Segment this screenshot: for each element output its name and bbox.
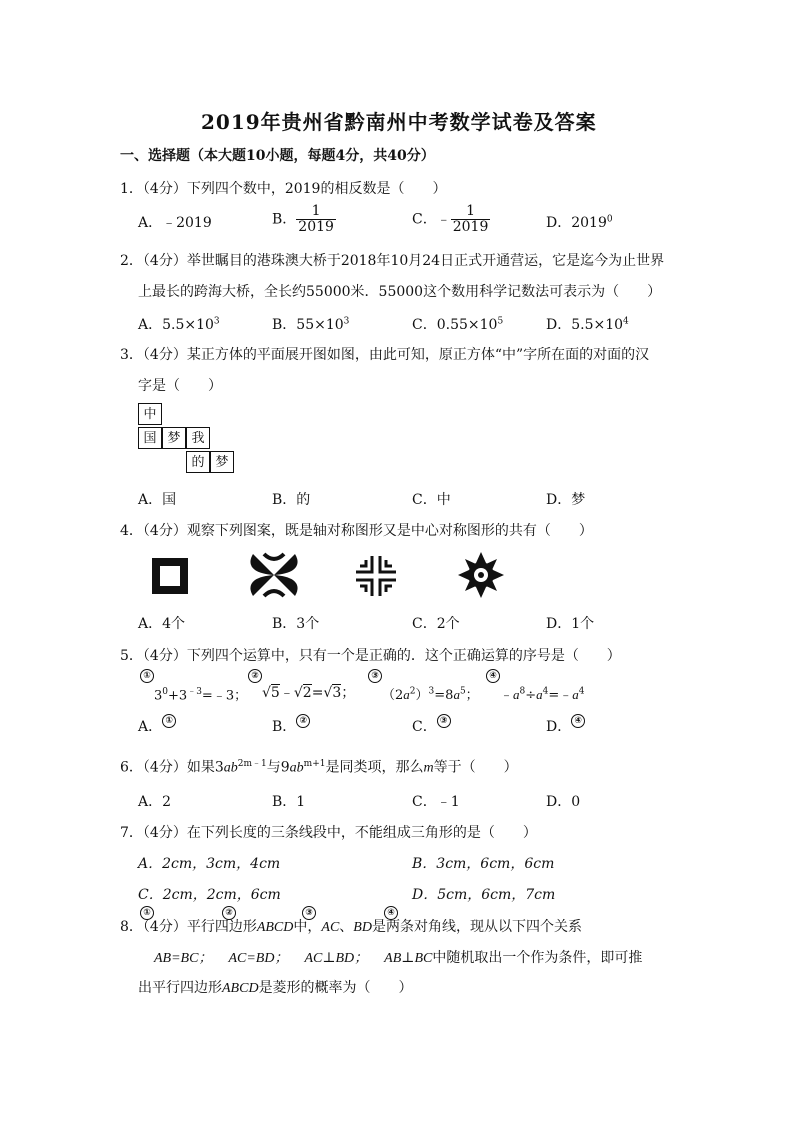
q8-relation-3: AC⊥BD；	[304, 951, 369, 966]
expr-part: ÷	[525, 688, 537, 703]
q2-option-a-exponent: 3	[213, 316, 220, 327]
pattern-square-swirl-icon	[146, 552, 194, 600]
q2-option-c-text: C．0.55×10	[412, 317, 498, 333]
sqrt-sign: √	[323, 685, 333, 701]
q5-expression-2	[262, 682, 355, 702]
q2-option-c	[412, 314, 503, 334]
expr-part: 5	[459, 686, 466, 697]
expr-part: =8	[434, 688, 454, 703]
q8-line2-post: 中随机取出一个作为条件，即可推	[432, 950, 643, 966]
sqrt-sign: √	[262, 685, 271, 701]
circled-number-1: ①	[162, 714, 176, 728]
q4-option-b: B．3个	[272, 616, 320, 632]
q1-option-c-label: C．﹣	[412, 211, 451, 228]
circled-number-1: ①	[140, 669, 154, 683]
option-label: B．	[272, 719, 297, 735]
q8-bd: BD	[353, 920, 372, 935]
cube-net-cell: 我	[186, 427, 210, 449]
q2-stem-line2: 上最长的跨海大桥，全长约55000米．55000这个数用科学记数法可表示为（ ）	[138, 284, 662, 300]
q6-term2-exp: m+1	[303, 759, 326, 769]
cube-net-cell: 国	[138, 427, 162, 449]
q5-stem: 5．（4分）下列四个运算中，只有一个是正确的．这个正确运算的序号是（ ）	[120, 648, 621, 664]
expr-part: 3	[428, 686, 435, 697]
circled-number-3: ③	[437, 714, 451, 728]
q6-post1: 是同类项，那么	[325, 759, 424, 776]
q5-expression-1	[154, 684, 247, 703]
q3-stem-line2: 字是（ ）	[138, 378, 222, 394]
q6-option-d: D．0	[546, 794, 581, 810]
q1-stem: 1．（4分）下列四个数中，2019的相反数是（ ）	[120, 181, 447, 197]
q6-term2-var: ab	[289, 760, 304, 776]
cube-net-cell: 梦	[210, 451, 234, 473]
expr-part: ）	[415, 688, 429, 703]
circled-number-2: ②	[248, 669, 262, 683]
expr-part: a	[453, 687, 460, 702]
q8-stem-line3	[138, 977, 413, 997]
expr-part: 3	[154, 688, 163, 704]
q8-pre: 8．（4分）平行四边形	[120, 919, 257, 935]
q3-option-c: C．中	[412, 492, 451, 508]
q8-relation-1: AB=BC；	[154, 951, 213, 966]
sqrt-sign: √	[293, 685, 303, 701]
q6-term1-exp: 2m﹣1	[237, 759, 267, 769]
option-label: C．	[412, 719, 437, 735]
expr-part: =	[311, 685, 324, 701]
pattern-flower-star-icon	[456, 550, 506, 600]
expr-part: =﹣3；	[201, 688, 248, 704]
expr-part: 2	[409, 686, 416, 697]
expr-part: 4	[578, 686, 585, 697]
page-title: 2019年贵州省黔南州中考数学试卷及答案	[201, 110, 597, 134]
q7-option-d: D．5cm，6cm，7cm	[412, 887, 556, 903]
circled-number-2: ②	[222, 906, 236, 920]
q5-expression-4	[500, 684, 585, 703]
q7-stem: 7．（4分）在下列长度的三条线段中，不能组成三角形的是（ ）	[120, 825, 537, 841]
expr-part: 0	[162, 687, 169, 697]
expr-part: （2	[382, 688, 404, 703]
expr-part: ﹣3	[187, 687, 202, 697]
q8-line3-post: 是菱形的概率为（ ）	[258, 980, 413, 996]
expr-part: 2	[302, 685, 312, 701]
expr-part: a	[536, 687, 543, 702]
q2-option-b	[272, 314, 349, 334]
q1-option-d-exponent: 0	[606, 214, 613, 225]
q1-option-b	[272, 204, 336, 235]
circled-number-4: ④	[486, 669, 500, 683]
pattern-cross-lines-icon	[352, 552, 400, 600]
expr-part: 8	[519, 686, 526, 697]
expr-part: a	[403, 687, 410, 702]
q2-option-d-text: D．5.5×10	[546, 317, 624, 333]
expr-part: 3	[332, 685, 342, 701]
circled-number-4: ④	[571, 714, 585, 728]
q6-option-a: A．2	[138, 794, 172, 810]
q2-option-a	[138, 314, 220, 334]
q2-option-d-exponent: 4	[623, 316, 629, 327]
expr-part: 5	[270, 685, 280, 701]
q3-stem-line1: 3．（4分）某正方体的平面展开图如图，由此可知，原正方体“中”字所在面的对面的汉	[120, 347, 650, 363]
option-label: A．	[138, 719, 163, 735]
fraction-numerator: 1	[296, 204, 336, 220]
q3-option-d: D．梦	[546, 492, 586, 508]
q8-mid1: 中，	[293, 919, 322, 935]
q1-option-d-label: D．2019	[546, 215, 607, 231]
q3-option-a: A．国	[138, 492, 177, 508]
q8-sep: 、	[339, 919, 354, 935]
expr-part: +3	[168, 688, 188, 704]
q2-option-c-exponent: 5	[497, 316, 504, 327]
fraction-numerator: 1	[451, 204, 491, 220]
q6-option-c: C．﹣1	[412, 794, 460, 810]
section-heading: 一、选择题（本大题10小题，每题4分，共40分）	[120, 148, 435, 164]
q2-stem-line1: 2．（4分）举世瞩目的港珠澳大桥于2018年10月24日正式开通营运，它是迄今为止世界	[120, 253, 665, 269]
q8-line3-abcd: ABCD	[222, 981, 259, 996]
q4-option-c: C．2个	[412, 616, 460, 632]
q1-option-c	[412, 204, 490, 235]
q6-option-b: B．1	[272, 794, 306, 810]
q8-relation-4: AB⊥BC	[384, 951, 433, 966]
q5-option-a	[138, 716, 176, 736]
pattern-bow-knot-icon	[247, 550, 301, 600]
expr-part: 4	[542, 686, 549, 697]
circled-number-3: ③	[368, 669, 382, 683]
q4-option-d: D．1个	[546, 616, 595, 632]
q2-option-b-exponent: 3	[343, 316, 350, 327]
q8-relation-2: AC=BD；	[228, 951, 289, 966]
q6-term1-var: ab	[223, 760, 238, 776]
q8-line3-pre: 出平行四边形	[138, 980, 222, 996]
q5-option-b	[272, 716, 310, 736]
q4-stem: 4．（4分）观察下列图案，既是轴对称图形又是中心对称图形的共有（ ）	[120, 523, 593, 539]
q5-option-c	[412, 716, 451, 736]
q6-term1-coef: 3	[214, 759, 224, 776]
circled-number-4: ④	[384, 906, 398, 920]
q6-mid: 与	[266, 759, 281, 776]
q2-option-d	[546, 314, 629, 334]
expr-part: ；	[465, 688, 479, 703]
expr-part: a	[513, 687, 520, 702]
q2-option-a-text: A．5.5×10	[138, 317, 214, 333]
fraction-denominator: 2019	[298, 219, 334, 235]
q5-expression-3	[382, 684, 479, 703]
option-label: D．	[546, 719, 572, 735]
circled-number-2: ②	[296, 714, 310, 728]
q7-option-c: C．2cm，2cm，6cm	[138, 887, 281, 903]
expr-part: ；	[341, 685, 356, 701]
q7-option-b: B．3cm，6cm，6cm	[412, 856, 555, 872]
q1-option-b-fraction	[296, 204, 336, 235]
circled-number-3: ③	[302, 906, 316, 920]
q5-option-d	[546, 716, 585, 736]
q6-var-m: m	[423, 760, 434, 776]
q1-option-d	[546, 212, 613, 232]
expr-part: a	[572, 687, 579, 702]
q6-post2: 等于（ ）	[433, 759, 518, 776]
q1-option-c-fraction	[451, 204, 491, 235]
expr-part: ﹣	[500, 688, 514, 703]
q2-option-b-text: B．55×10	[272, 317, 344, 333]
cube-net-cell: 的	[186, 451, 210, 473]
q6-stem	[120, 756, 518, 777]
q4-option-a: A．4个	[138, 616, 186, 632]
q8-stem-line1	[120, 916, 582, 936]
q8-abcd: ABCD	[256, 920, 294, 935]
q1-option-a: A．﹣2019	[138, 215, 212, 231]
q8-stem-line2	[154, 947, 642, 967]
cube-net-cell: 梦	[162, 427, 186, 449]
q6-term2-coef: 9	[280, 759, 290, 776]
cube-net-figure	[138, 403, 238, 475]
q1-option-b-label: B．	[272, 211, 297, 228]
fraction-denominator: 2019	[452, 219, 489, 235]
cube-net-cell: 中	[138, 403, 162, 425]
q7-option-a: A．2cm，3cm，4cm	[138, 856, 281, 872]
circled-number-1: ①	[140, 906, 154, 920]
q8-mid2: 是两条对角线，现从以下四个关系	[371, 919, 582, 935]
q3-option-b: B．的	[272, 492, 311, 508]
expr-part: ﹣	[279, 685, 294, 701]
q6-pre: 6．（4分）如果	[120, 759, 215, 776]
q8-ac: AC	[321, 920, 340, 935]
expr-part: =﹣	[548, 688, 573, 703]
